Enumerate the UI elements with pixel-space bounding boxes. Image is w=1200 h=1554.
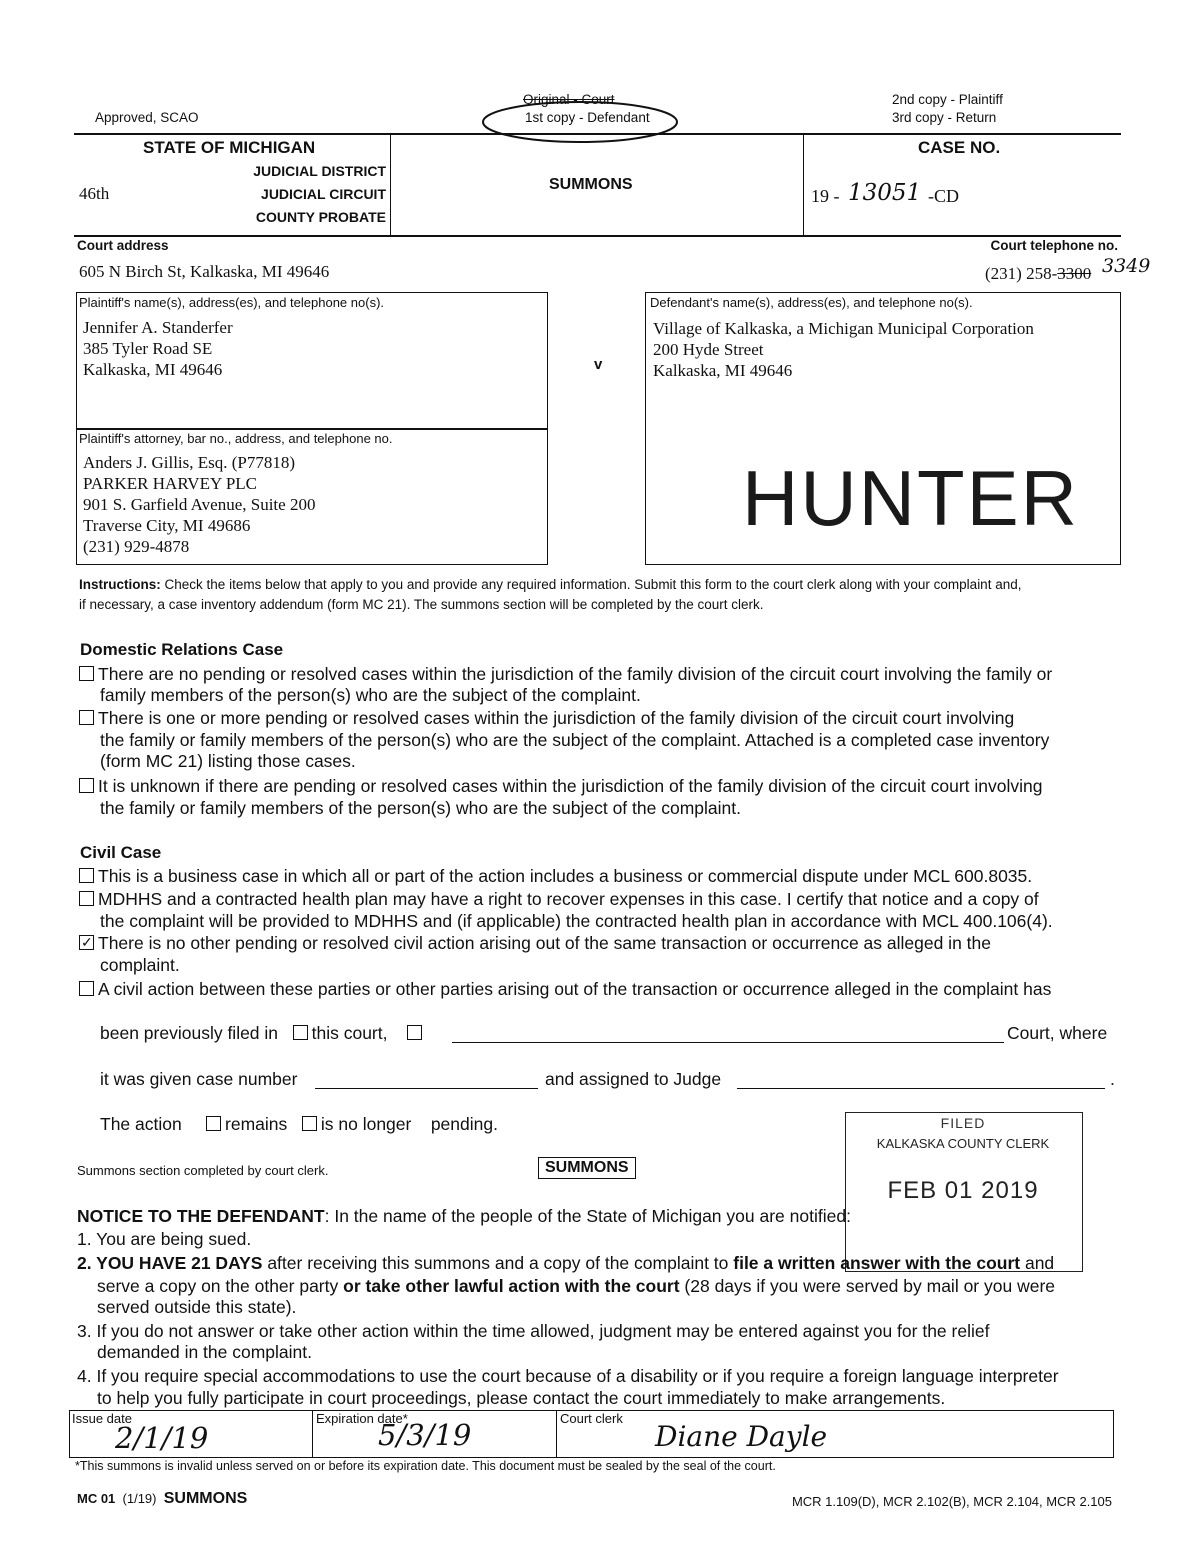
versus-label: v [594, 356, 603, 373]
form-id: MC 01 [77, 1491, 116, 1506]
notice-item-2-cont-b: (28 days if you were served by mail or you were [679, 1276, 1056, 1296]
expiration-date-value[interactable]: 5/3/19 [378, 1418, 472, 1452]
notice-heading: NOTICE TO THE DEFENDANT [77, 1206, 325, 1226]
domestic-item-3-cont: the family or family members of the person(s) who are the subject of the complaint. [100, 798, 741, 818]
domestic-item-2 [79, 708, 1014, 729]
instructions-label: Instructions: [79, 577, 161, 592]
attorney-label: Plaintiff's attorney, bar no., address, and telephone no. [79, 431, 393, 446]
domestic-item-3 [79, 776, 1043, 797]
issue-table-divider-2 [556, 1410, 557, 1457]
civil-item-2-text: MDHHS and a contracted health plan may have a right to recover expenses in this case. I certify that notice and a copy of [98, 889, 1039, 909]
case-number-label: it was given case number [100, 1069, 298, 1089]
plaintiff-street: 385 Tyler Road SE [83, 339, 213, 358]
court-phone-struck: 3300 [1057, 264, 1092, 283]
civil-item-1 [79, 866, 1032, 887]
court-block-divider-2 [803, 134, 804, 235]
remains-label: remains [225, 1114, 288, 1134]
civil-checkbox-1[interactable] [79, 868, 94, 883]
civil-checkbox-3-checked[interactable] [79, 935, 94, 950]
notice-intro [77, 1206, 851, 1227]
instructions [79, 575, 1021, 615]
this-court-label: this court, [311, 1023, 388, 1043]
copy-original: Original - Court [523, 92, 615, 107]
filed-in-row [100, 1023, 426, 1044]
expiration-footnote: *This summons is invalid unless served on or before its expiration date. This document must be sealed by the seal of the court. [75, 1459, 776, 1473]
defendant-info [653, 318, 1034, 381]
top-rule [74, 133, 1121, 135]
notice-item-2-text-b: and [1020, 1253, 1055, 1273]
notice-item-2-cont-a: serve a copy on the other party [97, 1276, 344, 1296]
judge-name-field[interactable] [737, 1088, 1105, 1089]
court-rules: MCR 1.109(D), MCR 2.102(B), MCR 2.104, MCR 2.105 [791, 1494, 1112, 1509]
notice-file-answer: file a written answer with the court [733, 1253, 1021, 1273]
court-where-label: Court, where [1007, 1023, 1108, 1043]
notice-item-4-cont: to help you fully participate in court proceedings, please contact the court immediately to make arrangements. [97, 1388, 946, 1408]
civil-item-2-cont: the complaint will be provided to MDHHS and (if applicable) the contracted health plan in accordance with MCL 400.106(4). [100, 911, 1053, 931]
domestic-checkbox-2[interactable] [79, 710, 94, 725]
attorney-firm: PARKER HARVEY PLC [83, 474, 258, 493]
civil-item-1-text: This is a business case in which all or part of the action includes a business or commercial dispute under MCL 600.8035. [98, 866, 1033, 886]
civil-item-3 [79, 933, 991, 954]
issue-date-value[interactable]: 2/1/19 [115, 1421, 209, 1455]
civil-item-4-text: A civil action between these parties or other parties arising out of the transaction or occurrence alleged in the complaint has [98, 979, 1052, 999]
plaintiff-box-divider [76, 428, 548, 430]
approved-label: Approved, SCAO [95, 110, 199, 125]
other-court-name-field[interactable] [452, 1042, 1004, 1043]
county-probate-label: COUNTY PROBATE [255, 209, 386, 225]
judge-period: . [1110, 1069, 1115, 1089]
district-number: 46th [79, 184, 110, 203]
court-clerk-label: Court clerk [560, 1411, 623, 1426]
state-heading: STATE OF MICHIGAN [143, 138, 316, 157]
notice-21-days: 2. YOU HAVE 21 DAYS [77, 1253, 263, 1273]
this-court-checkbox[interactable] [293, 1025, 308, 1040]
domestic-item-1-text: There are no pending or resolved cases within the jurisdiction of the family division of the circuit court involving the family or [98, 664, 1053, 684]
case-no-prefix: 19 - [811, 186, 840, 206]
civil-item-2 [79, 889, 1039, 910]
civil-item-3-cont: complaint. [100, 955, 180, 975]
notice-item-3: 3. If you do not answer or take other action within the time allowed, judgment may be entered against you for the relief [77, 1321, 990, 1341]
domestic-item-1 [79, 664, 1052, 685]
domestic-item-1-cont: family members of the person(s) who are the subject of the complaint. [100, 685, 641, 705]
issue-table-divider-1 [312, 1410, 313, 1457]
defendant-label: Defendant's name(s), address(es), and telephone no(s). [650, 295, 973, 310]
defendant-street: 200 Hyde Street [653, 340, 764, 359]
notice-lawful-action: or take other lawful action with the court [343, 1276, 680, 1296]
other-court-checkbox[interactable] [407, 1025, 422, 1040]
court-clerk-signature: Diane Dayle [655, 1420, 828, 1453]
domestic-checkbox-1[interactable] [79, 666, 94, 681]
court-block-divider-1 [390, 134, 391, 235]
filed-stamp-date: FEB 01 2019 [887, 1177, 1039, 1204]
notice-item-2 [77, 1253, 1054, 1274]
pending-label: pending. [430, 1114, 498, 1134]
notice-item-4: 4. If you require special accommodations to use the court because of a disability or if you require a foreign language interpreter [77, 1366, 1059, 1386]
attorney-info [83, 452, 315, 557]
hunter-stamp: HUNTER [742, 454, 1079, 542]
no-longer-checkbox[interactable] [302, 1116, 317, 1131]
plaintiff-info [83, 317, 233, 380]
notice-item-3-cont: demanded in the complaint. [97, 1342, 312, 1362]
notice-intro-text: : In the name of the people of the State of Michigan you are notified: [324, 1206, 851, 1226]
copy-return: 3rd copy - Return [892, 110, 997, 125]
domestic-item-2-cont2: (form MC 21) listing those cases. [100, 751, 356, 771]
defendant-city: Kalkaska, MI 49646 [653, 361, 793, 380]
notice-item-2-cont2: served outside this state). [97, 1297, 297, 1317]
judicial-district-label: JUDICIAL DISTRICT [253, 163, 386, 179]
court-phone [985, 264, 1091, 284]
copy-defendant: 1st copy - Defendant [525, 110, 650, 125]
notice-item-2-cont [97, 1276, 1055, 1297]
court-block-bottom-rule [74, 235, 1121, 237]
filed-stamp-clerk: KALKASKA COUNTY CLERK [876, 1136, 1050, 1151]
attorney-city: Traverse City, MI 49686 [83, 516, 251, 535]
domestic-item-3-text: It is unknown if there are pending or resolved cases within the jurisdiction of the family division of the circuit court involving [98, 776, 1043, 796]
case-no-suffix: -CD [928, 186, 959, 206]
expiration-date-label: Expiration date* [316, 1411, 408, 1426]
civil-checkbox-2[interactable] [79, 891, 94, 906]
issue-date-label: Issue date [72, 1411, 132, 1426]
court-address-label: Court address [77, 238, 169, 253]
court-phone-prefix: (231) 258- [985, 264, 1058, 283]
form-name: SUMMONS [163, 1490, 248, 1507]
domestic-item-2-cont1: the family or family members of the person(s) who are the subject of the complaint. Attached is a completed case inventory [100, 730, 1050, 750]
attorney-phone: (231) 929-4878 [83, 537, 190, 556]
plaintiff-name: Jennifer A. Standerfer [83, 318, 233, 337]
case-no-handwritten: 13051 [848, 180, 922, 206]
notice-item-2-text-a: after receiving this summons and a copy of the complaint to [262, 1253, 734, 1273]
judicial-circuit-label: JUDICIAL CIRCUIT [261, 186, 386, 202]
plaintiff-label: Plaintiff's name(s), address(es), and telephone no(s). [79, 295, 385, 310]
copy-plaintiff: 2nd copy - Plaintiff [892, 92, 1003, 107]
action-status-row [100, 1114, 498, 1135]
action-label: The action [100, 1114, 182, 1134]
form-title: SUMMONS [549, 176, 633, 193]
defendant-name: Village of Kalkaska, a Michigan Municipal Corporation [653, 319, 1034, 338]
instructions-line2: if necessary, a case inventory addendum (form MC 21). The summons section will be completed by the court clerk. [79, 597, 764, 612]
judge-label: and assigned to Judge [545, 1069, 722, 1089]
form-footer-id [77, 1490, 247, 1508]
attorney-name: Anders J. Gillis, Esq. (P77818) [83, 453, 296, 472]
filed-stamp-title: FILED [940, 1115, 986, 1131]
instructions-line1: Check the items below that apply to you and provide any required information. Submit this form to the court clerk along with your complaint and, [164, 577, 1022, 592]
attorney-street: 901 S. Garfield Avenue, Suite 200 [83, 495, 316, 514]
civil-item-4 [79, 979, 1051, 1000]
no-longer-label: is no longer [320, 1114, 412, 1134]
form-revision: (1/19) [122, 1491, 157, 1506]
court-phone-label: Court telephone no. [990, 238, 1118, 253]
civil-item-3-text: There is no other pending or resolved civil action arising out of the same transaction or occurrence as alleged in the [98, 933, 991, 953]
plaintiff-city: Kalkaska, MI 49646 [83, 360, 223, 379]
civil-checkbox-4[interactable] [79, 981, 94, 996]
court-phone-handwritten: 3349 [1102, 255, 1151, 277]
summons-section-label: SUMMONS [538, 1157, 636, 1179]
court-address-value: 605 N Birch St, Kalkaska, MI 49646 [79, 262, 330, 281]
domestic-heading: Domestic Relations Case [80, 640, 284, 659]
case-no-label: CASE NO. [918, 138, 1001, 157]
copy-circle-mark [480, 98, 685, 146]
summons-completed-note: Summons section completed by court clerk. [77, 1163, 329, 1178]
notice-item-1: 1. You are being sued. [77, 1229, 252, 1249]
filed-in-label: been previously filed in [100, 1023, 279, 1043]
prior-case-number-field[interactable] [315, 1088, 538, 1089]
remains-checkbox[interactable] [206, 1116, 221, 1131]
domestic-checkbox-3[interactable] [79, 778, 94, 793]
civil-heading: Civil Case [80, 843, 162, 862]
domestic-item-2-text: There is one or more pending or resolved cases within the jurisdiction of the family division of the circuit court involving [98, 708, 1015, 728]
